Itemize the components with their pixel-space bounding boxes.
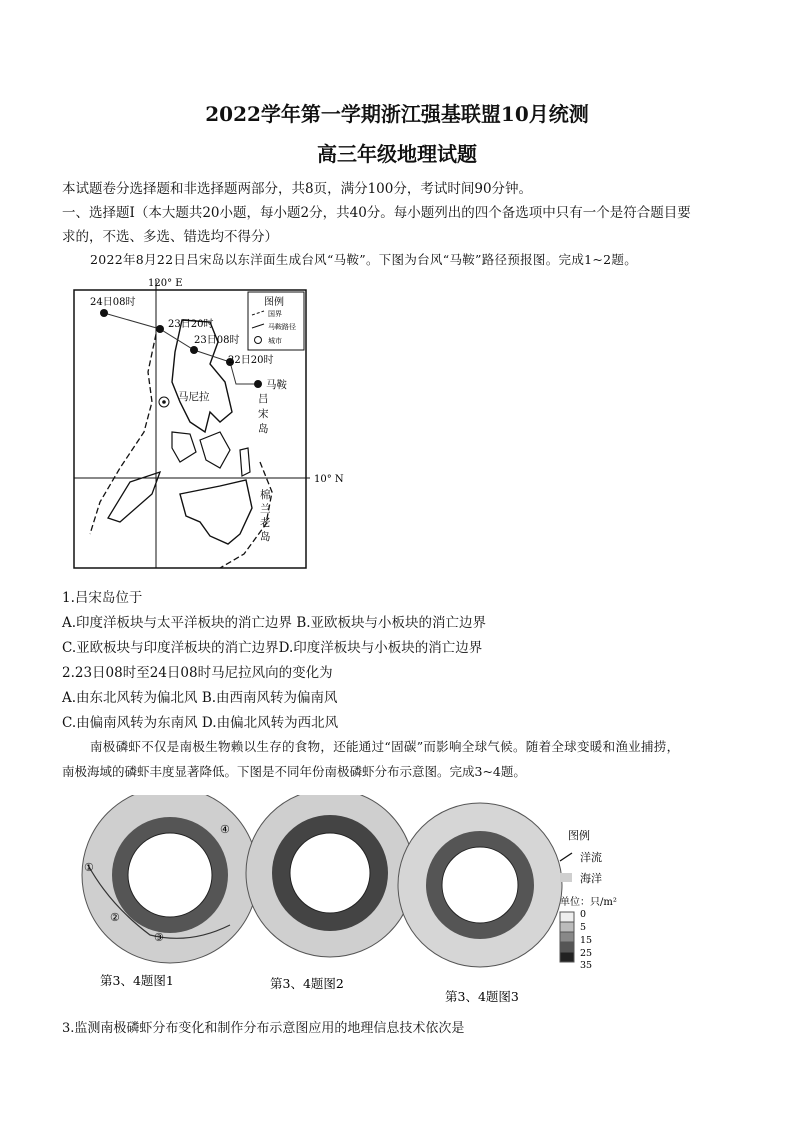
passage-krill-line2: 南极海域的磷虾丰度显著降低。下图是不同年份南极磷虾分布示意图。完成3~4题。 — [62, 764, 526, 779]
svg-text:岛: 岛 — [260, 531, 271, 543]
label-22d20: 22日20时 — [228, 355, 274, 366]
label-manila: 马尼拉 — [178, 391, 210, 403]
svg-text:城市: 城市 — [268, 337, 282, 345]
passage-typhoon: 2022年8月22日吕宋岛以东洋面生成台风“马鞍”。下图为台风“马鞍”路径预报图。完成1~2题。 — [90, 252, 638, 267]
svg-text:35: 35 — [580, 960, 593, 971]
krill-map-1 — [82, 795, 258, 963]
svg-text:④: ④ — [220, 823, 230, 836]
lat-label: 10° N — [314, 474, 344, 485]
q1-stem: 1.吕宋岛位于 — [62, 590, 143, 606]
q1-options-line2: C.亚欧板块与印度洋板块的消亡边界D.印度洋板块与小板块的消亡边界 — [62, 640, 483, 656]
palawan-island — [108, 472, 160, 522]
svg-text:③: ③ — [154, 931, 164, 944]
svg-text:①: ① — [84, 861, 94, 874]
q2-options-line2: C.由偏南风转为东南风 D.由偏北风转为西北风 — [62, 715, 339, 731]
svg-text:吕: 吕 — [258, 393, 269, 405]
typhoon-map — [60, 272, 360, 577]
label-24d08: 24日08时 — [90, 297, 136, 308]
label-23d08: 23日08时 — [194, 335, 240, 346]
svg-text:25: 25 — [580, 948, 593, 959]
island-shape — [200, 432, 230, 468]
exam-title: 2022学年第一学期浙江强基联盟10月统测 — [205, 102, 589, 126]
svg-text:5: 5 — [580, 922, 587, 933]
lon-label: 120° E — [148, 278, 183, 289]
point-24d08 — [100, 309, 108, 317]
island-shape — [240, 448, 250, 476]
mindanao-island — [180, 480, 252, 544]
svg-text:兰: 兰 — [260, 503, 271, 515]
label-maan: 马鞍 — [266, 379, 287, 391]
island-shape — [172, 432, 196, 462]
krill-map-3 — [398, 803, 562, 967]
svg-text:老: 老 — [260, 517, 271, 529]
exam-intro: 本试题卷分选择题和非选择题两部分，共8页，满分100分，考试时间90分钟。 — [62, 181, 533, 197]
point-maan — [254, 380, 262, 388]
point-23d08 — [190, 346, 198, 354]
q3-stem: 3.监测南极磷虾分布变化和制作分布示意图应用的地理信息技术依次是 — [62, 1021, 465, 1036]
svg-text:洋流: 洋流 — [580, 851, 602, 864]
point-23d20 — [156, 325, 164, 333]
svg-text:马鞍路径: 马鞍路径 — [268, 323, 296, 331]
caption-3: 第3、4题图3 — [445, 989, 519, 1004]
caption-2: 第3、4题图2 — [270, 976, 344, 991]
q2-stem: 2.23日08时至24日08时马尼拉风向的变化为 — [62, 665, 333, 681]
svg-text:海洋: 海洋 — [580, 872, 602, 885]
svg-text:0: 0 — [580, 909, 587, 920]
exam-subtitle: 高三年级地理试题 — [317, 142, 477, 166]
svg-text:棉: 棉 — [260, 489, 271, 501]
section-heading-line2: 求的，不选、多选、错选均不得分） — [62, 229, 278, 245]
svg-text:图例: 图例 — [264, 297, 284, 308]
current-legend-icon — [560, 853, 572, 861]
fig-legend-title: 图例 — [568, 829, 590, 842]
krill-map-2 — [246, 795, 414, 957]
caption-1: 第3、4题图1 — [100, 973, 174, 988]
passage-krill-line1: 南极磷虾不仅是南极生物赖以生存的食物，还能通过“固碳”而影响全球气候。随着全球变暖和渔业捕捞， — [90, 739, 680, 754]
svg-text:宋: 宋 — [258, 408, 269, 420]
q2-options-line1: A.由东北风转为偏北风 B.由西南风转为偏南风 — [62, 690, 338, 706]
ocean-legend-icon — [560, 873, 572, 882]
svg-text:国界: 国界 — [268, 310, 282, 318]
section-heading-line1: 一、选择题Ⅰ（本大题共20小题，每小题2分，共40分。每小题列出的四个备选项中只有一个是符合题目要 — [62, 205, 691, 221]
svg-text:单位：只/m²: 单位：只/m² — [560, 897, 617, 908]
label-23d20: 23日20时 — [168, 319, 214, 330]
krill-figure — [70, 795, 720, 1010]
svg-text:15: 15 — [580, 935, 593, 946]
svg-text:岛: 岛 — [258, 423, 269, 435]
svg-text:②: ② — [110, 911, 120, 924]
boundary-west — [90, 334, 156, 534]
q1-options-line1: A.印度洋板块与太平洋板块的消亡边界 B.亚欧板块与小板块的消亡边界 — [62, 615, 487, 631]
